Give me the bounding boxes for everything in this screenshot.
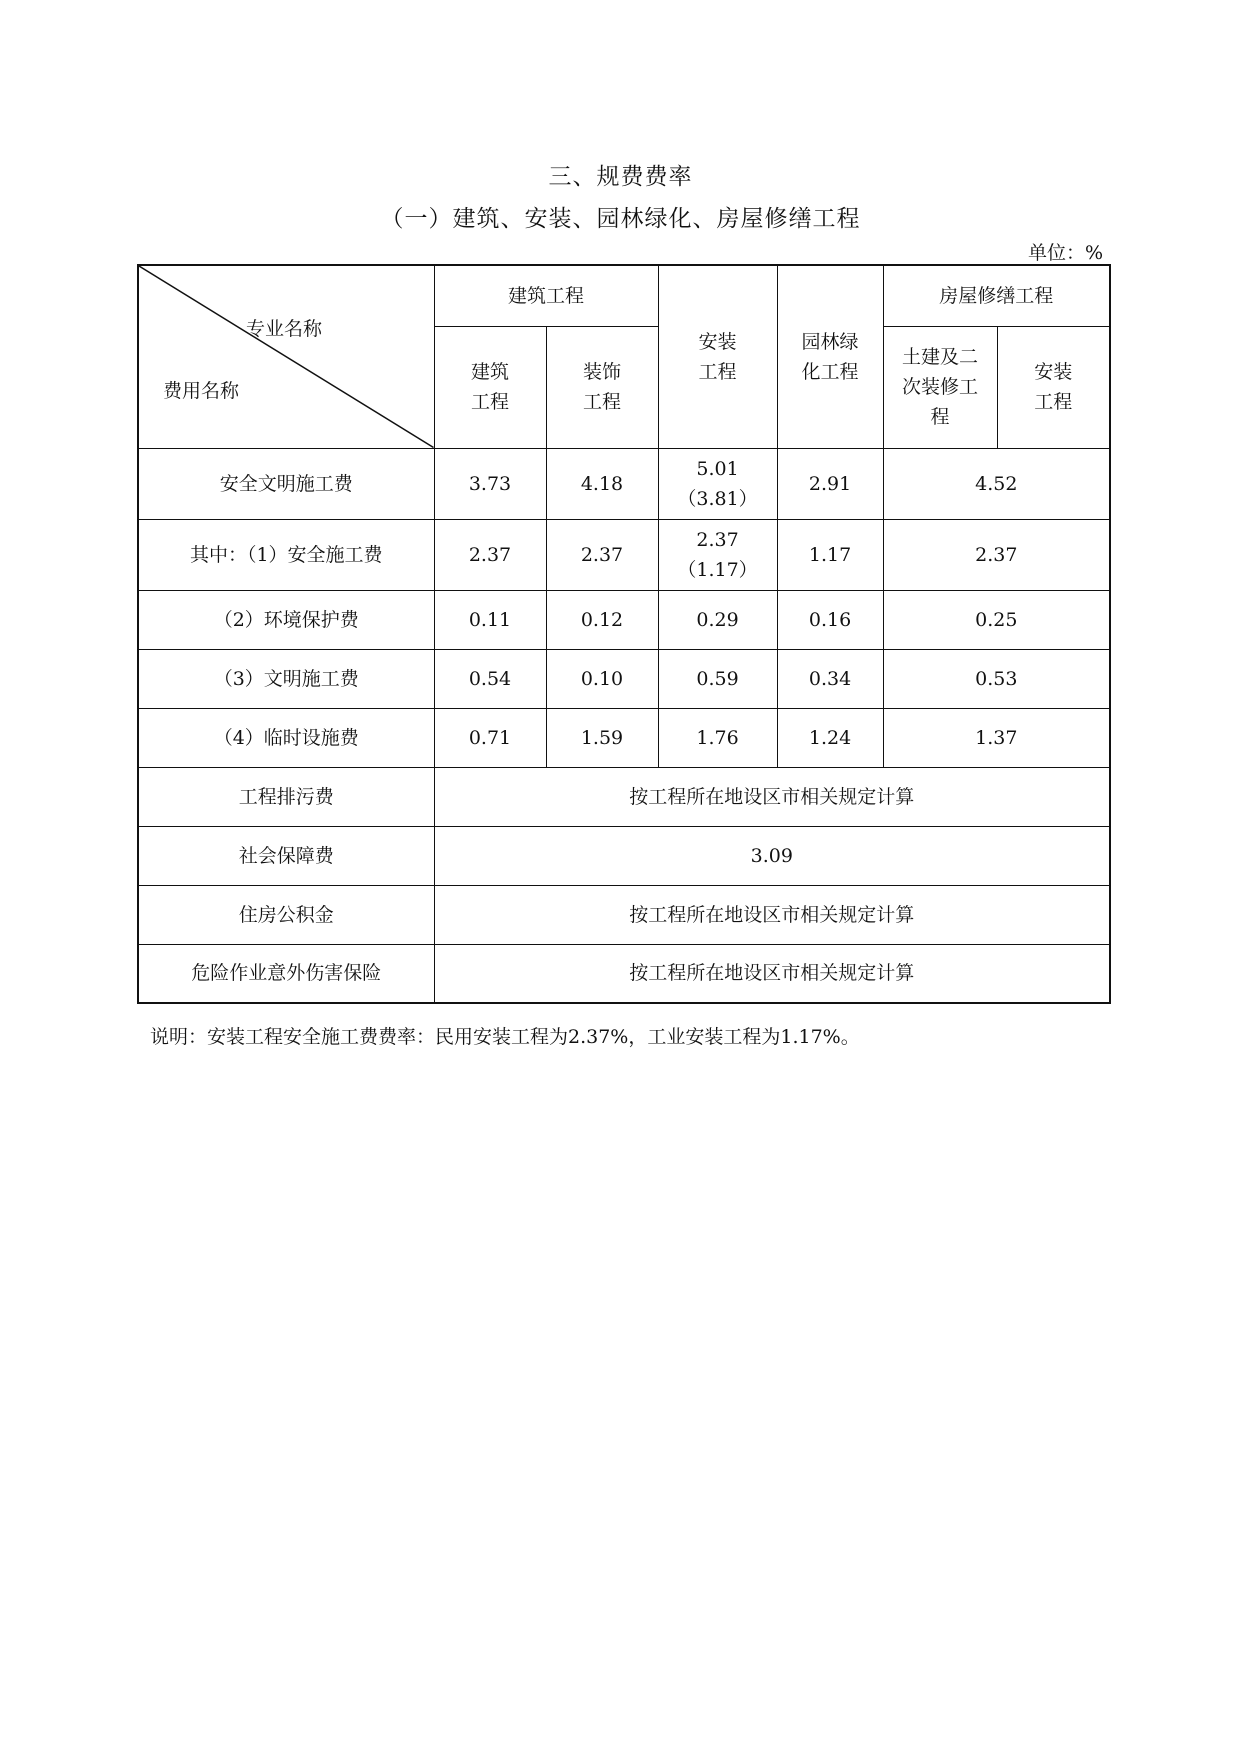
row-label: 工程排污费 (138, 767, 434, 826)
cell: 5.01 （3.81） (658, 448, 777, 519)
row-label: （4）临时设施费 (138, 708, 434, 767)
merged-cell: 3.09 (434, 826, 1110, 885)
table-row (138, 767, 1110, 826)
cell: 0.59 (658, 649, 777, 708)
header-repair: 房屋修缮工程 (883, 265, 1110, 326)
cell: 2.37 （1.17） (658, 519, 777, 590)
row-label: （3）文明施工费 (138, 649, 434, 708)
table-row (138, 708, 1110, 767)
corner-header-cell (138, 265, 434, 448)
row-label: 住房公积金 (138, 885, 434, 944)
header-garden: 园林绿 化工程 (777, 265, 883, 448)
row-label: （2）环境保护费 (138, 590, 434, 649)
cell: 0.71 (434, 708, 546, 767)
unit-label: 单位：% (1027, 242, 1103, 264)
merged-cell: 按工程所在地设区市相关规定计算 (434, 885, 1110, 944)
row-label: 社会保障费 (138, 826, 434, 885)
page-title: 三、规费费率 (548, 164, 693, 190)
cell: 0.11 (434, 590, 546, 649)
table-row (138, 826, 1110, 885)
table-row (138, 519, 1110, 590)
table-row (138, 885, 1110, 944)
header-install: 安装 工程 (658, 265, 777, 448)
header-building: 建筑工程 (434, 265, 658, 326)
merged-cell: 按工程所在地设区市相关规定计算 (434, 767, 1110, 826)
cell: 0.12 (546, 590, 658, 649)
table-row (138, 448, 1110, 519)
page-subtitle: （一）建筑、安装、园林绿化、房屋修缮工程 (380, 206, 861, 232)
corner-label-fee: 费用名称 (163, 380, 240, 402)
cell: 4.18 (546, 448, 658, 519)
table-row (138, 944, 1110, 1003)
cell: 0.29 (658, 590, 777, 649)
cell: 0.16 (777, 590, 883, 649)
cell: 1.76 (658, 708, 777, 767)
corner-label-specialty: 专业名称 (246, 318, 323, 340)
cell: 2.91 (777, 448, 883, 519)
header-building-sub1: 建筑 工程 (434, 326, 546, 448)
cell: 0.53 (883, 649, 1110, 708)
cell: 3.73 (434, 448, 546, 519)
row-label: 危险作业意外伤害保险 (138, 944, 434, 1003)
cell: 1.24 (777, 708, 883, 767)
cell: 0.34 (777, 649, 883, 708)
cell: 0.54 (434, 649, 546, 708)
row-label: 其中：（1）安全施工费 (138, 519, 434, 590)
merged-cell: 按工程所在地设区市相关规定计算 (434, 944, 1110, 1003)
footnote: 说明：安装工程安全施工费费率：民用安装工程为2.37%，工业安装工程为1.17%。 (150, 1026, 860, 1048)
cell: 0.10 (546, 649, 658, 708)
diagonal-line (139, 266, 434, 448)
cell: 2.37 (434, 519, 546, 590)
fee-rate-table (137, 264, 1111, 1004)
table-row (138, 590, 1110, 649)
header-building-sub2: 装饰 工程 (546, 326, 658, 448)
table-row (138, 649, 1110, 708)
header-repair-sub1: 土建及二 次装修工 程 (883, 326, 997, 448)
cell: 1.17 (777, 519, 883, 590)
cell: 1.37 (883, 708, 1110, 767)
cell: 1.59 (546, 708, 658, 767)
cell: 4.52 (883, 448, 1110, 519)
cell: 2.37 (883, 519, 1110, 590)
cell: 0.25 (883, 590, 1110, 649)
cell: 2.37 (546, 519, 658, 590)
row-label: 安全文明施工费 (138, 448, 434, 519)
header-repair-sub2: 安装 工程 (997, 326, 1110, 448)
